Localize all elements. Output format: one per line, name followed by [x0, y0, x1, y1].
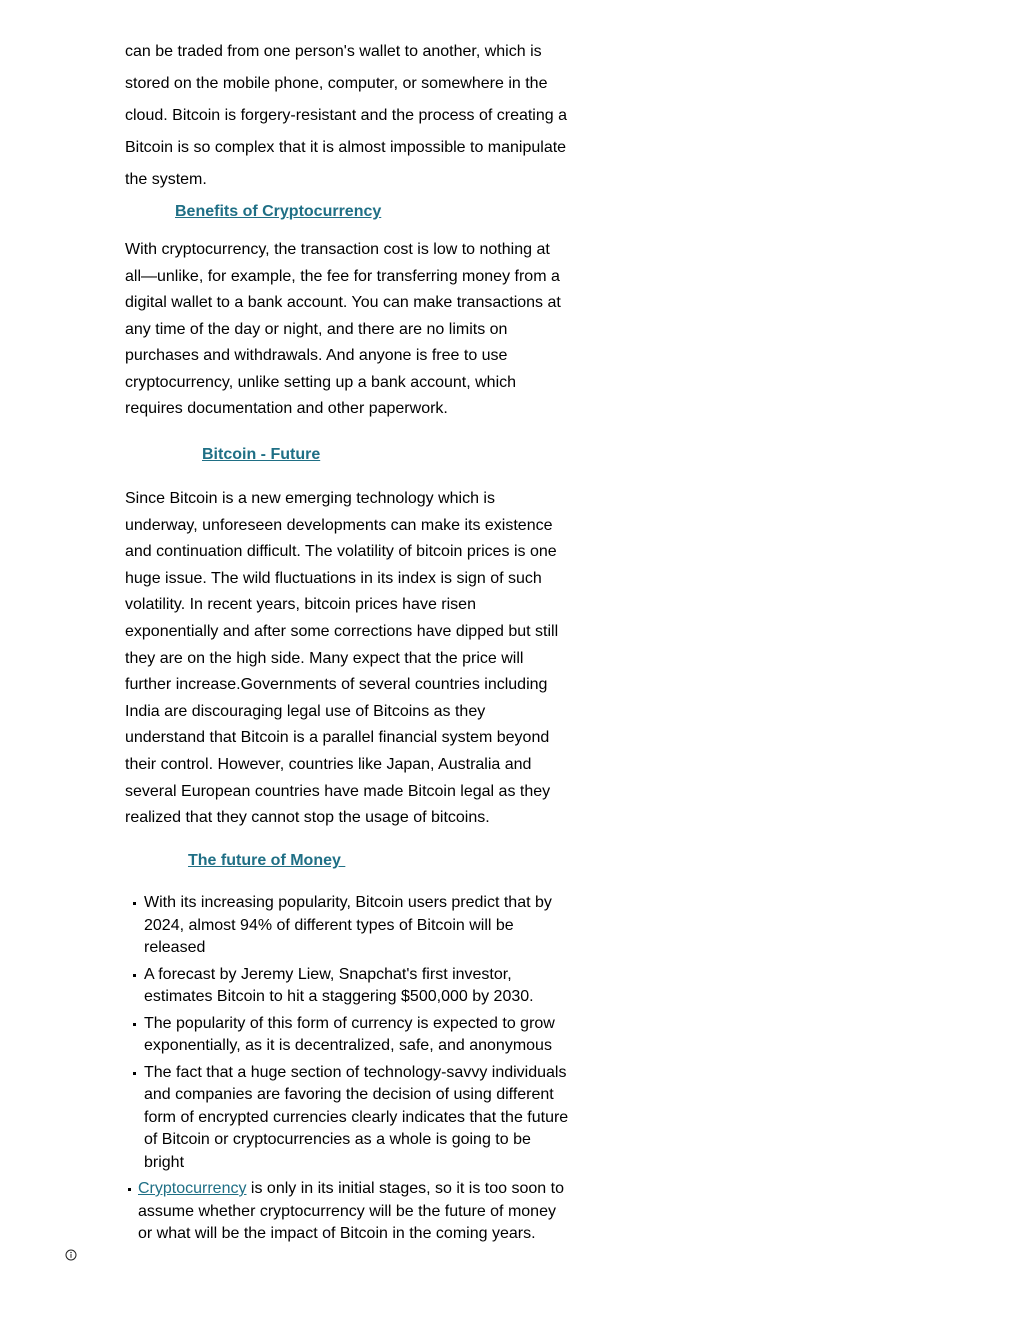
bitcoin-future-paragraph: Since Bitcoin is a new emerging technology which is underway, unforeseen developments can make its existence and continuation difficult. The volatility of bitcoin prices is one huge issue. The wild fluctuations in its index is sign of such volatility. In recent years, bitcoin prices have risen exponentially and after some corrections have dipped but still they are on the high side. Many expect that the price will further increase.Governments of several countries including India are discouraging legal use of Bitcoins as they understand that Bitcoin is a parallel financial system beyond their control. However, countries like Japan, Australia and several European countries have made Bitcoin legal as they realized that they cannot stop the usage of bitcoins. — [125, 490, 559, 827]
list-item: The fact that a huge section of technology-savvy individuals and companies are favoring the decision of using different form of encrypted currencies clearly indicates that the future of Bitcoin or cryptocurrencies as a whole is going to be bright — [125, 1062, 570, 1175]
list-item: The popularity of this form of currency is expected to grow exponentially, as it is decentralized, safe, and anonymous — [125, 1013, 570, 1058]
benefits-paragraph: With cryptocurrency, the transaction cost is low to nothing at all—unlike, for example, the fee for transferring money from a digital wallet to a bank account. You can make transactions at any time of the day or night, and there are no limits on purchases and withdrawals. And anyone is free to use cryptocurrency, unlike setting up a bank account, which requires documentation and other paperwork. — [125, 241, 561, 417]
info-icon[interactable] — [65, 1249, 77, 1261]
cryptocurrency-link[interactable]: Cryptocurrency — [138, 1180, 247, 1197]
intro-paragraph: can be traded from one person's wallet to another, which is stored on the mobile phone, computer, or somewhere in the cloud. Bitcoin is forgery-resistant and the process of creating a Bitcoin is so complex that it is almost impossible to manipulate the system. — [125, 43, 567, 188]
benefits-heading-link[interactable]: Benefits of Cryptocurrency — [175, 203, 382, 220]
future-of-money-heading-link[interactable]: The future of Money — [188, 852, 346, 869]
list-item: With its increasing popularity, Bitcoin users predict that by 2024, almost 94% of different types of Bitcoin will be released — [125, 892, 570, 960]
list-item: A forecast by Jeremy Liew, Snapchat's first investor, estimates Bitcoin to hit a staggering $500,000 by 2030. — [125, 964, 570, 1009]
list-item — [125, 1178, 570, 1246]
future-of-money-list — [125, 892, 570, 1250]
bitcoin-future-heading-link[interactable]: Bitcoin - Future — [202, 446, 321, 463]
list-item-text: is only in its initial stages, so it is too soon to assume whether cryptocurrency will be the future of money or what will be the impact of Bitcoin in the coming years. — [138, 1180, 564, 1242]
